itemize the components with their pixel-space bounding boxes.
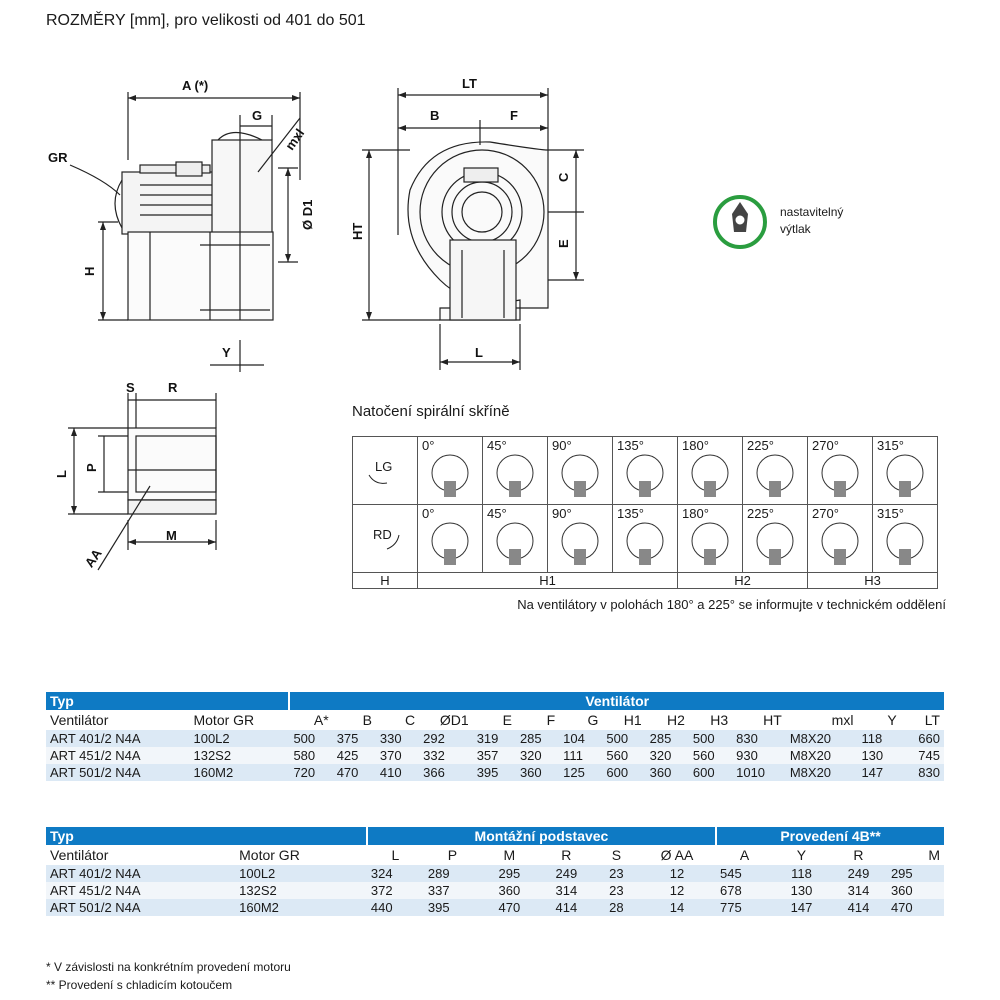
rotation-table <box>352 436 938 589</box>
rotation-rd-0: 0° <box>418 505 483 573</box>
rotation-title: Natočení spirální skříně <box>352 403 510 420</box>
label-d1: Ø D1 <box>300 199 315 230</box>
label-g: G <box>252 108 263 123</box>
label-s: S <box>126 380 135 395</box>
table-row: ART 501/2 N4A 160M2 720 470 410 366 395 360 125 600 360 600 1010 M8X20 147 830 <box>46 764 944 781</box>
side-view <box>115 133 273 321</box>
label-lt: LT <box>462 76 477 91</box>
rotation-row-lg <box>353 437 938 505</box>
rotation-lg-0: 0° <box>418 437 483 505</box>
adjustable-outlet-icon <box>715 197 765 247</box>
table1-group-header <box>46 692 944 710</box>
table-row: ART 451/2 N4A 132S2 372 337 360 314 23 12 678 130 314 360 <box>46 882 944 899</box>
label-h: H <box>82 266 97 276</box>
rotation-rd-225: 225° <box>743 505 808 573</box>
rotation-lg-135: 135° <box>613 437 678 505</box>
rotation-lg-180: 180° <box>678 437 743 505</box>
label-l-front: L <box>475 345 483 360</box>
table-row: ART 451/2 N4A 132S2 580 425 370 332 357 320 111 560 320 560 930 M8X20 130 745 <box>46 747 944 764</box>
table2-group-header <box>46 827 944 845</box>
label-a: A (*) <box>182 78 209 93</box>
rotation-rd-270: 270° <box>808 505 873 573</box>
label-r: R <box>168 380 178 395</box>
label-f: F <box>510 108 518 123</box>
table2-group-4b: Provedení 4B** <box>716 827 944 845</box>
base-and-4b-table <box>46 827 944 916</box>
rotation-rd-90: 90° <box>548 505 613 573</box>
rotation-row-rd <box>353 505 938 573</box>
rotation-lg-225: 225° <box>743 437 808 505</box>
rotation-rd-45: 45° <box>483 505 548 573</box>
table-row: ART 501/2 N4A 160M2 440 395 470 414 28 14 775 147 414 470 <box>46 899 944 916</box>
label-l-base: L <box>54 470 69 478</box>
rd-cell: RD <box>353 505 418 573</box>
label-y: Y <box>222 345 231 360</box>
label-ht: HT <box>350 222 365 240</box>
legend-text: nastavitelný výtlak <box>780 205 844 236</box>
label-aa: AA <box>81 546 105 571</box>
rotation-footer: H H1 H2 H3 <box>353 573 938 589</box>
label-gr: GR <box>48 150 68 165</box>
table1-group-typ: Typ <box>46 692 289 710</box>
label-e: E <box>556 239 571 248</box>
footnote-2: ** Provedení s chladicím kotoučem <box>46 978 233 992</box>
label-m: M <box>166 528 177 543</box>
table1-group-main: Ventilátor <box>289 692 944 710</box>
lg-cell: LG <box>353 437 418 505</box>
label-c: C <box>556 172 571 182</box>
rotation-lg-45: 45° <box>483 437 548 505</box>
page-title: ROZMĚRY [mm], pro velikosti od 401 do 501 <box>46 12 366 29</box>
table-row: ART 401/2 N4A 100L2 324 289 295 249 23 12 545 118 249 295 <box>46 865 944 882</box>
rotation-lg-90: 90° <box>548 437 613 505</box>
fan-dimensions-table <box>46 692 944 781</box>
rotation-lg-270: 270° <box>808 437 873 505</box>
rotation-note: Na ventilátory v polohách 180° a 225° se informujte v technickém oddělení <box>517 597 946 612</box>
rotation-rd-135: 135° <box>613 505 678 573</box>
rotation-rd-315: 315° <box>873 505 938 573</box>
table2-group-base: Montážní podstavec <box>367 827 716 845</box>
table-row: ART 401/2 N4A 100L2 500 375 330 292 319 285 104 500 285 500 830 M8X20 118 660 <box>46 730 944 747</box>
rotation-rd-180: 180° <box>678 505 743 573</box>
rotation-lg-315: 315° <box>873 437 938 505</box>
table2-column-header: Ventilátor Motor GR L P M R S Ø AA A Y R M <box>50 847 940 863</box>
label-mxl: mxl <box>282 125 308 153</box>
front-view <box>408 142 548 320</box>
label-p: P <box>84 463 99 472</box>
table2-group-typ: Typ <box>46 827 367 845</box>
label-b: B <box>430 108 440 123</box>
footnote-1: * V závislosti na konkrétním provedení motoru <box>46 960 291 974</box>
table1-column-header: Ventilátor Motor GR A* B C ØD1 E F G H1 H2 H3 HT mxl Y LT <box>50 712 940 728</box>
